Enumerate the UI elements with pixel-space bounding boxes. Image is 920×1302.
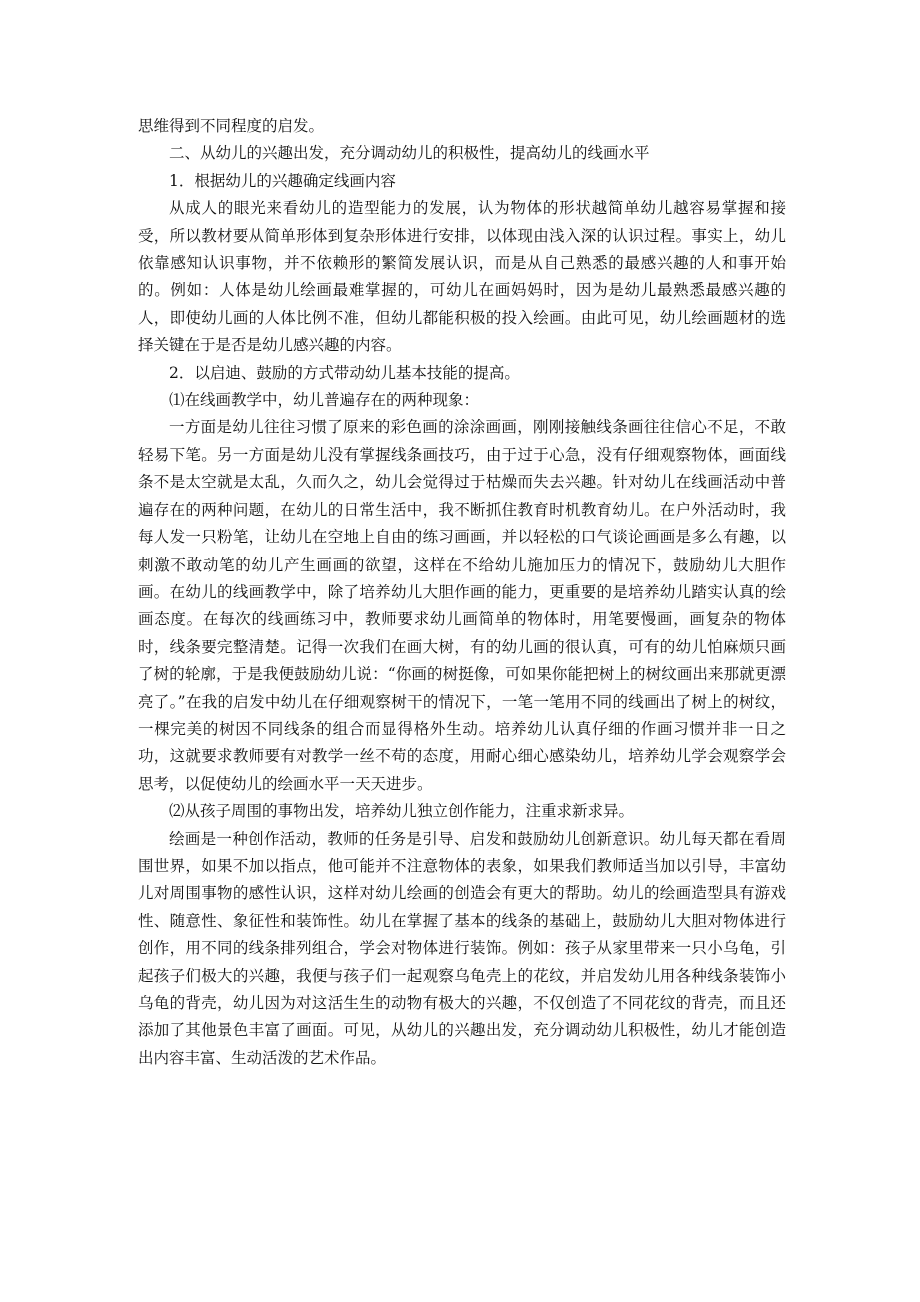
subheading-1: 1．根据幼儿的兴趣确定线画内容 [169,171,396,190]
body-paragraph: 一方面是幼儿往往习惯了原来的彩色画的涂涂画画，刚刚接触线条画往往信心不足，不敢轻易下笔。另一方面是幼儿没有掌握线条画技巧，由于过于心急，没有仔细观察物体，画面线条不是太空就是太乱，久而久之，幼儿会觉得过于枯燥而失去兴趣。针对幼儿在线画活动中普遍存在的两种问题，在幼儿的日常生活中，我不断抓住教育时机教育幼儿。在户外活动时，我每人发一只粉笔，让幼儿在空地上自由的练习画画，并以轻松的口气谈论画画是多么有趣，以刺激不敢动笔的幼儿产生画画的欲望，这样在不给幼儿施加压力的情况下，鼓励幼儿大胆作画。在幼儿的线画教学中，除了培养幼儿大胆作画的能力，更重要的是培养幼儿踏实认真的绘画态度。在每次的线画练习中，教师要求幼儿画简单的物体时，用笔要慢画，画复杂的物体时，线条要完整清楚。记得一次我们在画大树，有的幼儿画的很认真，可有的幼儿怕麻烦只画了树的轮廓，于是我便鼓励幼儿说：“你画的树挺像，可如果你能把树上的树纹画出来那就更漂亮了。”在我的启发中幼儿在仔细观察树干的情况下，一笔一笔用不同的线画出了树上的树纹，一棵完美的树因不同线条的组合而显得格外生动。培养幼儿认真仔细的作画习惯并非一日之功，这就要求教师要有对教学一丝不苟的态度，用耐心细心感染幼儿，培养幼儿学会观察学会思考，以促使幼儿的绘画水平一天天进步。 [138,418,786,793]
body-paragraph: 绘画是一种创作活动，教师的任务是引导、启发和鼓励幼儿创新意识。幼儿每天都在看周围世界，如果不加以指点，他可能并不注意物体的表象，如果我们教师适当加以引导，丰富幼儿对周围事物的感性认识，这样对幼儿绘画的创造会有更大的帮助。幼儿的绘画造型具有游戏性、随意性、象征性和装饰性。幼儿在掌握了基本的线条的基础上，鼓励幼儿大胆对物体进行创作，用不同的线条排列组合，学会对物体进行装饰。例如：孩子从家里带来一只小乌龟，引起孩子们极大的兴趣，我便与孩子们一起观察乌龟壳上的花纹，并启发幼儿用各种线条装饰小乌龟的背壳，幼儿因为对这活生生的动物有极大的兴趣，不仅创造了不同花纹的背壳，而且还添加了其他景色丰富了画面。可见，从幼儿的兴趣出发，充分调动幼儿积极性，幼儿才能创造出内容丰富、生动活泼的艺术作品。 [138,829,786,1067]
subpoint-1: ⑴在线画教学中，幼儿普遍存在的两种现象： [169,391,480,410]
document-page [138,113,786,1072]
subpoint-2: ⑵从孩子周围的事物出发，培养幼儿独立创作能力，注重求新求异。 [169,802,635,821]
section-heading-2: 二、从幼儿的兴趣出发，充分调动幼儿的积极性，提高幼儿的线画水平 [169,144,650,163]
subheading-2: 2．以启迪、鼓励的方式带动幼儿基本技能的提高。 [169,363,520,382]
paragraph-continuation: 思维得到不同程度的启发。 [138,117,325,135]
body-paragraph: 从成人的眼光来看幼儿的造型能力的发展，认为物体的形状越简单幼儿越容易掌握和接受，所以教材要从简单形体到复杂形体进行安排，以体现由浅入深的认识过程。事实上，幼儿依靠感知认识事物，并不依赖形的繁简发展认识，而是从自己熟悉的最感兴趣的人和事开始的。例如：人体是幼儿绘画最难掌握的，可幼儿在画妈妈时，因为是幼儿最熟悉最感兴趣的人，即使幼儿画的人体比例不准，但幼儿都能积极的投入绘画。由此可见，幼儿绘画题材的选择关键在于是否是幼儿感兴趣的内容。 [138,199,786,355]
